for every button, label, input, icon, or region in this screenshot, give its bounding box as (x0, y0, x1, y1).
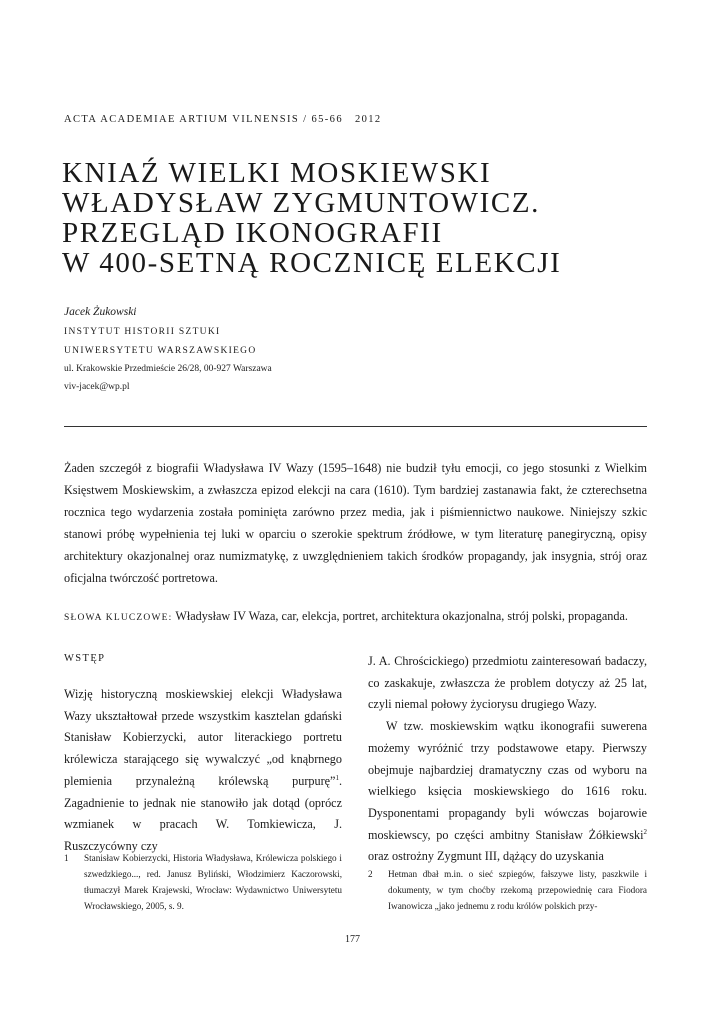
divider (64, 426, 647, 427)
author-email: viv-jacek@wp.pl (64, 382, 130, 392)
paragraph-text: W tzw. moskiewskim wątku ikonografii suwerena możemy wyróżnić trzy podstawowe etapy. Pierwszy obejmuje najbardziej dramatyczny czas od wyboru na wielkiego księcia moskiewskiego do 1616 roku. Dysponentami propagandy byli wówczas bojarowie moskiewscy, po części ambitny Stanisław Żółkiewski (368, 719, 647, 842)
paragraph-text: Wizję historyczną moskiewskiej elekcji Władysława Wazy ukształtował przede wszystkim kasztelan gdański Stanisław Kobierzycki, autor literackiego portretu królewicza starającego się wywalczyć „od knąbrnego plemienia przynależną królewską purpurę” (64, 687, 342, 788)
paragraph-text: oraz ostrożny Zygmunt III, dążący do uzyskania (368, 849, 604, 864)
keywords (64, 609, 664, 624)
paragraph-text: . Zagadnienie to jednak nie stanowiło jak dotąd (oprócz wzmianek w pracach W. Tomkiewicza, J. Ruszczycówny czy (64, 773, 342, 853)
body-column-right (368, 651, 647, 868)
keywords-text: Władysław IV Waza, car, elekcja, portret, architektura okazjonalna, strój polski, propaganda. (175, 609, 628, 623)
footnote-ref: 1 (335, 773, 339, 782)
footnote (64, 850, 342, 914)
footnote-ref: 2 (643, 827, 647, 836)
title-line: PRZEGLĄD IKONOGRAFII (62, 217, 443, 249)
section-heading: WSTĘP (64, 653, 106, 664)
journal-name: ACTA ACADEMIAE ARTIUM VILNENSIS / 65-66 (64, 114, 343, 125)
article-title (62, 158, 561, 278)
author-affiliation: UNIWERSYTETU WARSZAWSKIEGO (64, 346, 257, 356)
author-affiliation: INSTYTUT HISTORII SZTUKI (64, 327, 221, 337)
footnote-text: Hetman dbał m.in. o sieć szpiegów, fałszywe listy, paszkwile i dokumenty, w tym choćby rzekomą przepowiednię cara Fiodora Iwanowicza „jako jednemu z rodu królów polskich przy- (388, 869, 647, 911)
author-name: Jacek Żukowski (64, 306, 137, 318)
title-line: WŁADYSŁAW ZYGMUNTOWICZ. (62, 187, 541, 219)
paragraph (368, 716, 647, 868)
author-address: ul. Krakowskie Przedmieście 26/28, 00-927 Warszawa (64, 364, 272, 374)
journal-header (64, 114, 382, 125)
title-line: KNIAŹ WIELKI MOSKIEWSKI (62, 157, 492, 189)
paragraph: J. A. Chrościckiego) przedmiotu zainteresowań badaczy, co zaskakuje, zwłaszcza że problem dotyczy aż 25 lat, czyli niemal połowy życiorysu drugiego Wazy. (368, 654, 647, 712)
footnote (368, 866, 647, 914)
footnote-text: Stanisław Kobierzycki, Historia Władysława, Królewicza polskiego i szwedzkiego..., red. Janusz Byliński, Włodzimierz Kaczorowski, tłumaczył Marek Krajewski, Wrocław: Wydawnictwo Uniwersytetu Wrocławskiego, 2005, s. 9. (84, 853, 342, 911)
journal-year: 2012 (354, 114, 382, 125)
footnote-number: 1 (64, 853, 69, 863)
abstract: Żaden szczegół z biografii Władysława IV Wazy (1595–1648) nie budził tyłu emocji, co jego stosunki z Wielkim Księstwem Moskiewskim, a zwłaszcza epizod elekcji na cara (1610). Tym bardziej zastanawia fakt, że czterechsetna rocznica tego wydarzenia została pominięta zarówno przez media, jak i piśmiennictwo naukowe. Niniejszy szkic stanowi próbę wypełnienia tej luki w oparciu o szerokie spektrum źródłowe, w tym literaturę panegiryczną, opisy architektury okazjonalnej oraz numizmatykę, z uwzględnieniem takich środków propagandy, jak insygnia, strój oraz oficjalna twórczość portretowa. (64, 461, 647, 585)
body-column-left (64, 684, 342, 858)
keywords-label: SŁOWA KLUCZOWE: (64, 613, 173, 623)
title-line: W 400-SETNĄ ROCZNICĘ ELEKCJI (62, 247, 562, 279)
paragraph (64, 684, 342, 858)
footnote-number: 2 (368, 869, 373, 879)
page-number: 177 (345, 934, 360, 945)
